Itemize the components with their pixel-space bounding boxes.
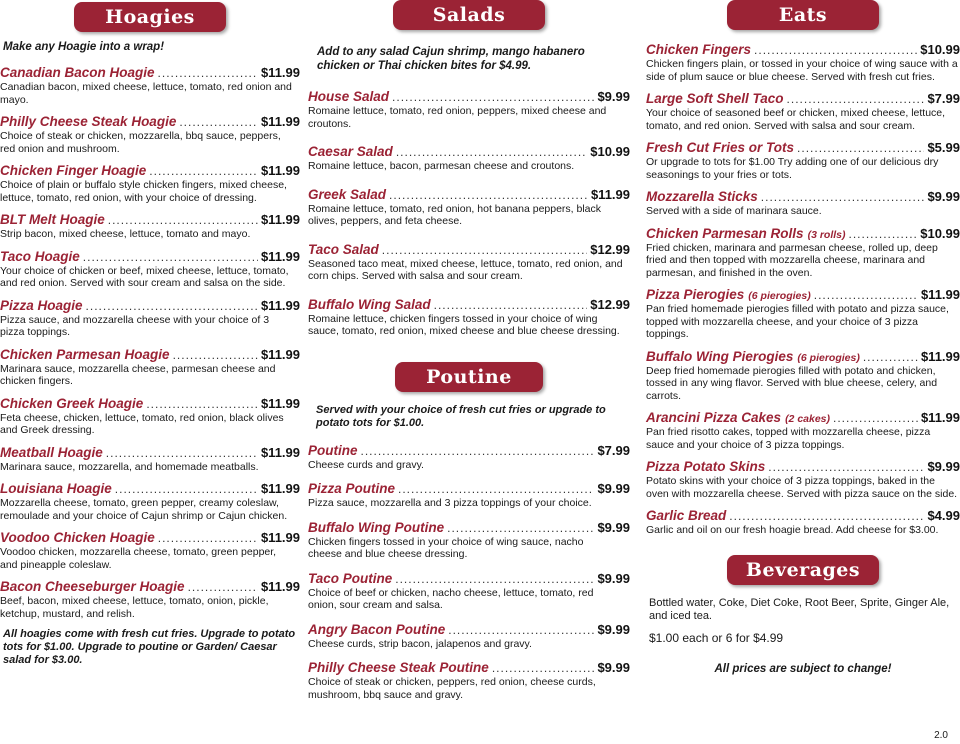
- dot-leader: [173, 348, 258, 362]
- menu-item-price: $7.99: [597, 442, 630, 458]
- menu-item-description: Potato skins with your choice of 3 pizza toppings, baked in the oven with mozzarella cheese. Served with pizza sauce on the side.: [646, 475, 958, 500]
- menu-item-description: Deep fried homemade pierogies filled with potato and chicken, tossed in any wing flavor. Served with blue cheese, celery, and carrots.: [646, 364, 938, 402]
- menu-item-name: Pizza Pierogies: [646, 287, 745, 302]
- menu-item-price: $9.99: [597, 89, 630, 104]
- menu-item-description: Cheese curds and gravy.: [308, 458, 424, 471]
- menu-item-price: $7.99: [927, 91, 960, 106]
- menu-item-portion: (2 cakes): [785, 413, 831, 425]
- menu-item-description: Marinara sauce, mozzarella cheese, parmesan cheese and chicken fingers.: [0, 362, 276, 387]
- menu-item: [0, 212, 300, 241]
- menu-item-row: [308, 242, 630, 257]
- page-number: 2.0: [934, 730, 948, 741]
- menu-item-price: $11.99: [260, 65, 300, 80]
- menu-item-name: Angry Bacon Poutine: [308, 621, 446, 637]
- menu-item-row: [646, 287, 960, 302]
- menu-item-description: Choice of steak or chicken, mozzarella, bbq sauce, peppers, red onion and mushroom.: [0, 130, 281, 155]
- menu-item-price: $11.99: [260, 530, 300, 545]
- menu-item-row: [308, 481, 630, 496]
- menu-item-row: [646, 349, 960, 364]
- menu-item-description: Chicken fingers tossed in your choice of wing sauce, nacho cheese and blue cheese dressing.: [308, 535, 584, 560]
- menu-item-row: [308, 144, 630, 159]
- menu-item-row: [646, 42, 960, 57]
- menu-item-price: $10.99: [920, 42, 960, 57]
- menu-item: [646, 140, 960, 181]
- dot-leader: [849, 227, 918, 241]
- menu-item: [646, 349, 960, 403]
- menu-item-price: $9.99: [597, 481, 630, 496]
- menu-item-row: [0, 65, 300, 80]
- menu-item-description: Choice of beef or chicken, nacho cheese, lettuce, tomato, red onion, sour cream and salsa.: [308, 586, 594, 611]
- menu-item-name: Fresh Cut Fries or Tots: [646, 140, 795, 155]
- menu-item-row: [0, 530, 300, 545]
- menu-item: [0, 396, 300, 437]
- menu-item-description: Voodoo chicken, mozzarella cheese, tomato, green pepper, and pineapple coleslaw.: [0, 546, 277, 571]
- menu-item-row: [0, 579, 300, 594]
- dot-leader: [382, 243, 587, 257]
- menu-item-row: [0, 396, 300, 411]
- menu-item: [308, 89, 630, 130]
- menu-item-price: $11.99: [920, 348, 960, 364]
- menu-item-row: [308, 187, 630, 202]
- menu-item: [646, 42, 960, 83]
- menu-item-description: Mozzarella cheese, tomato, green pepper, creamy coleslaw, remoulade and your choice of Cajun shrimp or Cajun chicken.: [0, 497, 288, 522]
- menu-item-price: $11.99: [260, 163, 300, 178]
- menu-item-name: Voodoo Chicken Hoagie: [0, 530, 155, 545]
- menu-item-description: Romaine lettuce, bacon, parmesan cheese and croutons.: [308, 160, 575, 172]
- menu-item-price: $11.99: [260, 444, 300, 460]
- dot-leader: [149, 164, 258, 178]
- menu-item: [646, 508, 960, 537]
- menu-item-description: Your choice of chicken or beef, mixed cheese, lettuce, tomato, and red onion. Served with sour cream and salsa on the side.: [0, 264, 289, 289]
- menu-item-row: [0, 298, 300, 313]
- menu-item: [0, 347, 300, 388]
- menu-item-price: $11.99: [920, 287, 960, 302]
- menu-item-row: [646, 410, 960, 425]
- menu-item-name: House Salad: [308, 89, 390, 104]
- menu-item-description: Served with a side of marinara sauce.: [646, 205, 822, 217]
- dot-leader: [787, 92, 925, 106]
- menu-item-description: Choice of steak or chicken, peppers, red onion, cheese curds, mushroom, bbq sauce and gravy.: [308, 676, 596, 701]
- dot-leader: [492, 661, 595, 675]
- menu-item-row: [0, 347, 300, 362]
- menu-item-price: $12.99: [590, 296, 630, 312]
- menu-item-row: [646, 140, 960, 155]
- menu-item-name: Chicken Fingers: [646, 42, 752, 57]
- eats-beverages-column: [646, 0, 960, 687]
- dot-leader: [115, 482, 258, 496]
- menu-item-name: Garlic Bread: [646, 508, 727, 523]
- poutine-list: [308, 443, 630, 702]
- menu-item-row: [646, 91, 960, 106]
- dot-leader: [833, 411, 918, 425]
- menu-item-row: [0, 212, 300, 227]
- menu-item-name: Pizza Poutine: [308, 481, 396, 496]
- menu-item-name: Philly Cheese Steak Hoagie: [0, 114, 177, 129]
- menu-item-description: Seasoned taco meat, mixed cheese, lettuce, tomato, red onion, and corn chips. Served with salsa and sour cream.: [308, 257, 623, 282]
- dot-leader: [158, 66, 258, 80]
- dot-leader: [108, 213, 258, 227]
- menu-item-price: $11.99: [260, 579, 300, 594]
- menu-item-row: [0, 163, 300, 178]
- menu-item-description: Strip bacon, mixed cheese, lettuce, tomato and mayo.: [0, 228, 251, 240]
- menu-item-price: $9.99: [597, 621, 630, 637]
- menu-item-name: Buffalo Wing Poutine: [308, 519, 445, 535]
- menu-item-price: $11.99: [260, 395, 300, 411]
- menu-item-description: Pizza sauce, mozzarella and 3 pizza toppings of your choice.: [308, 497, 592, 509]
- menu-item-portion: (3 rolls): [807, 228, 846, 241]
- dot-leader: [797, 141, 924, 155]
- menu-item-name: Meatball Hoagie: [0, 444, 103, 460]
- menu-item: [0, 481, 300, 522]
- menu-item-description: Marinara sauce, mozzarella, and homemade meatballs.: [0, 460, 259, 473]
- eats-list: [646, 42, 960, 537]
- menu-item-name: Buffalo Wing Salad: [308, 296, 431, 312]
- menu-item: [646, 459, 960, 500]
- menu-item-price: $11.99: [260, 297, 300, 313]
- menu-item-name: Mozzarella Sticks: [646, 189, 758, 204]
- menu-item-description: Romaine lettuce, tomato, red onion, hot banana peppers, black olives, peppers, and feta cheese.: [308, 202, 602, 227]
- menu-item-name: Arancini Pizza Cakes: [646, 410, 782, 425]
- menu-item-price: $9.99: [927, 189, 960, 204]
- menu-item-description: Choice of plain or buffalo style chicken fingers, mixed cheese, lettuce, tomato, red onion, with your choice of dressing.: [0, 179, 287, 204]
- salads-list: [308, 89, 630, 338]
- menu-item: [308, 187, 630, 228]
- menu-item-name: Chicken Parmesan Rolls: [646, 225, 804, 241]
- menu-item-description: Pan fried risotto cakes, topped with mozzarella cheese, pizza sauce and your choice of 3 pizza toppings.: [646, 426, 931, 451]
- menu-item-description: Cheese curds, strip bacon, jalapenos and gravy.: [308, 637, 532, 650]
- menu-item-price: $11.99: [260, 114, 300, 129]
- menu-item: [0, 249, 300, 290]
- menu-item-row: [308, 89, 630, 104]
- menu-item-price: $11.99: [920, 410, 960, 425]
- menu-item: [646, 91, 960, 132]
- menu-item: [308, 481, 630, 510]
- menu-item-price: $9.99: [597, 519, 630, 535]
- menu-item-name: Poutine: [308, 442, 358, 458]
- menu-item-price: $5.99: [927, 140, 960, 155]
- menu-item: [308, 571, 630, 612]
- menu-item: [308, 144, 630, 173]
- hoagies-note: Make any Hoagie into a wrap!: [3, 41, 165, 53]
- menu-item-name: Greek Salad: [308, 186, 387, 202]
- beverages-banner: Beverages: [727, 555, 879, 585]
- menu-item: [646, 287, 960, 341]
- menu-item-description: Chicken fingers plain, or tossed in your choice of wing sauce with a side of plum sauce or blue cheese. Served with fresh cut fries.: [646, 58, 958, 83]
- menu-item-row: [308, 297, 630, 312]
- salads-banner: Salads: [393, 0, 545, 30]
- menu-item-row: [0, 445, 300, 460]
- menu-item-name: Chicken Finger Hoagie: [0, 163, 147, 178]
- dot-leader: [389, 188, 588, 202]
- dot-leader: [754, 43, 917, 57]
- menu-item-description: Pan fried homemade pierogies filled with potato and pizza sauce, topped with mozzarella cheese, and your choice of 3 pizza toppings.: [646, 303, 949, 340]
- menu-item: [0, 114, 300, 155]
- menu-item-row: [308, 571, 630, 586]
- menu-item-description: Your choice of seasoned beef or chicken, mixed cheese, lettuce, tomato, and red onion. Served with salsa and sour cream.: [646, 107, 946, 132]
- menu-item-price: $11.99: [260, 212, 300, 227]
- dot-leader: [398, 482, 594, 496]
- menu-item-price: $11.99: [590, 186, 630, 202]
- menu-item: [308, 242, 630, 283]
- menu-item: [308, 660, 630, 701]
- menu-item-name: Pizza Hoagie: [0, 297, 83, 313]
- poutine-note: Served with your choice of fresh cut fries or upgrade to potato tots for $1.00.: [316, 403, 606, 429]
- menu-item: [308, 297, 630, 338]
- dot-leader: [392, 90, 594, 104]
- dot-leader: [106, 446, 258, 460]
- dot-leader: [768, 460, 924, 474]
- menu-item-row: [646, 459, 960, 474]
- menu-item-portion: (6 pierogies): [797, 351, 860, 364]
- menu-item-name: Pizza Potato Skins: [646, 459, 766, 474]
- menu-item-row: [0, 114, 300, 129]
- menu-item-name: BLT Melt Hoagie: [0, 212, 105, 227]
- dot-leader: [158, 531, 258, 545]
- menu-item-description: Romaine lettuce, tomato, red onion, peppers, mixed cheese and croutons.: [308, 105, 607, 130]
- menu-item-row: [308, 622, 630, 637]
- menu-item-price: $9.99: [927, 459, 960, 474]
- dot-leader: [729, 509, 924, 523]
- dot-leader: [448, 623, 594, 637]
- menu-item: [646, 410, 960, 451]
- menu-item-price: $11.99: [260, 346, 300, 362]
- hoagies-footer: All hoagies come with fresh cut fries. Upgrade to potato tots for $1.00. Upgrade to poutine or Garden/ Caesar salad for $3.00.: [3, 628, 296, 666]
- menu-item-price: $10.99: [920, 225, 960, 241]
- menu-item: [308, 520, 630, 561]
- menu-item: [646, 189, 960, 218]
- dot-leader: [83, 250, 258, 264]
- menu-item-name: Philly Cheese Steak Poutine: [308, 660, 489, 675]
- menu-item-price: $4.99: [927, 508, 960, 523]
- menu-item-name: Taco Poutine: [308, 570, 393, 586]
- eats-banner: Eats: [727, 0, 879, 30]
- salads-poutine-column: [308, 0, 630, 711]
- menu-item: [308, 622, 630, 651]
- menu-item: [0, 445, 300, 474]
- menu-item-name: Buffalo Wing Pierogies: [646, 348, 794, 364]
- menu-item-description: Pizza sauce, and mozzarella cheese with your choice of 3 pizza toppings.: [0, 313, 270, 338]
- menu-item-row: [646, 189, 960, 204]
- menu-item-row: [308, 660, 630, 675]
- dot-leader: [395, 572, 594, 586]
- dot-leader: [434, 298, 588, 312]
- menu-item-name: Taco Hoagie: [0, 248, 80, 264]
- menu-item-row: [308, 520, 630, 535]
- menu-item: [0, 298, 300, 339]
- dot-leader: [396, 145, 587, 159]
- dot-leader: [863, 350, 918, 364]
- hoagies-banner: Hoagies: [74, 2, 226, 32]
- menu-item-row: [646, 508, 960, 523]
- menu-item-price: $9.99: [597, 660, 630, 675]
- menu-item-name: Louisiana Hoagie: [0, 481, 112, 496]
- menu-item-row: [308, 443, 630, 458]
- menu-item-price: $10.99: [590, 144, 630, 159]
- dot-leader: [447, 521, 594, 535]
- hoagies-list: [0, 65, 300, 620]
- menu-item-portion: (6 pierogies): [748, 290, 811, 302]
- menu-item-description: Fried chicken, marinara and parmesan cheese, rolled up, deep fried and then topped with mozzarella cheese, marinara and parmesan, and finished in the oven.: [646, 241, 938, 279]
- dot-leader: [146, 397, 258, 411]
- poutine-banner: Poutine: [395, 362, 543, 392]
- menu-item-name: Chicken Greek Hoagie: [0, 395, 144, 411]
- dot-leader: [361, 444, 595, 458]
- dot-leader: [179, 115, 258, 129]
- menu-item-description: Feta cheese, chicken, lettuce, tomato, red onion, black olives and Greek dressing.: [0, 411, 284, 436]
- menu-item: [0, 579, 300, 620]
- menu-item-row: [0, 249, 300, 264]
- menu-item-row: [0, 481, 300, 496]
- menu-item: [646, 226, 960, 280]
- menu-item-price: $12.99: [590, 241, 630, 257]
- menu-item-price: $11.99: [260, 248, 300, 264]
- menu-item-price: $11.99: [260, 481, 300, 496]
- menu-item-name: Caesar Salad: [308, 144, 393, 159]
- dot-leader: [188, 580, 258, 594]
- menu-item: [0, 530, 300, 571]
- price-notice: All prices are subject to change!: [714, 663, 892, 675]
- menu-item-description: Canadian bacon, mixed cheese, lettuce, tomato, red onion and mayo.: [0, 81, 292, 106]
- menu-item-name: Canadian Bacon Hoagie: [0, 65, 155, 80]
- dot-leader: [86, 299, 258, 313]
- menu-item-row: [646, 226, 960, 241]
- beverages-list: Bottled water, Coke, Diet Coke, Root Beer, Sprite, Ginger Ale, and iced tea.: [649, 596, 950, 622]
- beverages-price: $1.00 each or 6 for $4.99: [649, 630, 784, 645]
- menu-item-name: Bacon Cheeseburger Hoagie: [0, 579, 185, 594]
- dot-leader: [761, 190, 925, 204]
- menu-item-name: Large Soft Shell Taco: [646, 91, 784, 106]
- menu-item-description: Beef, bacon, mixed cheese, lettuce, tomato, onion, pickle, ketchup, mustard, and relish.: [0, 595, 269, 620]
- menu-item: [0, 65, 300, 106]
- salads-note: Add to any salad Cajun shrimp, mango habanero chicken or Thai chicken bites for $4.99.: [317, 46, 585, 72]
- menu-item-description: Romaine lettuce, chicken fingers tossed in your choice of wing sauce, tomato, red onion, mixed cheese and blue cheese dressing.: [308, 312, 620, 337]
- menu-item: [308, 443, 630, 472]
- menu-item-description: Garlic and oil on our fresh hoagie bread. Add cheese for $3.00.: [646, 524, 939, 536]
- menu-item-name: Chicken Parmesan Hoagie: [0, 346, 170, 362]
- menu-item-description: Or upgrade to tots for $1.00 Try adding one of our delicious dry seasonings to your fries or tots.: [646, 156, 939, 181]
- dot-leader: [814, 288, 918, 302]
- menu-item: [0, 163, 300, 204]
- hoagies-column: [0, 0, 300, 667]
- menu-item-name: Taco Salad: [308, 241, 379, 257]
- menu-item-price: $9.99: [597, 570, 630, 586]
